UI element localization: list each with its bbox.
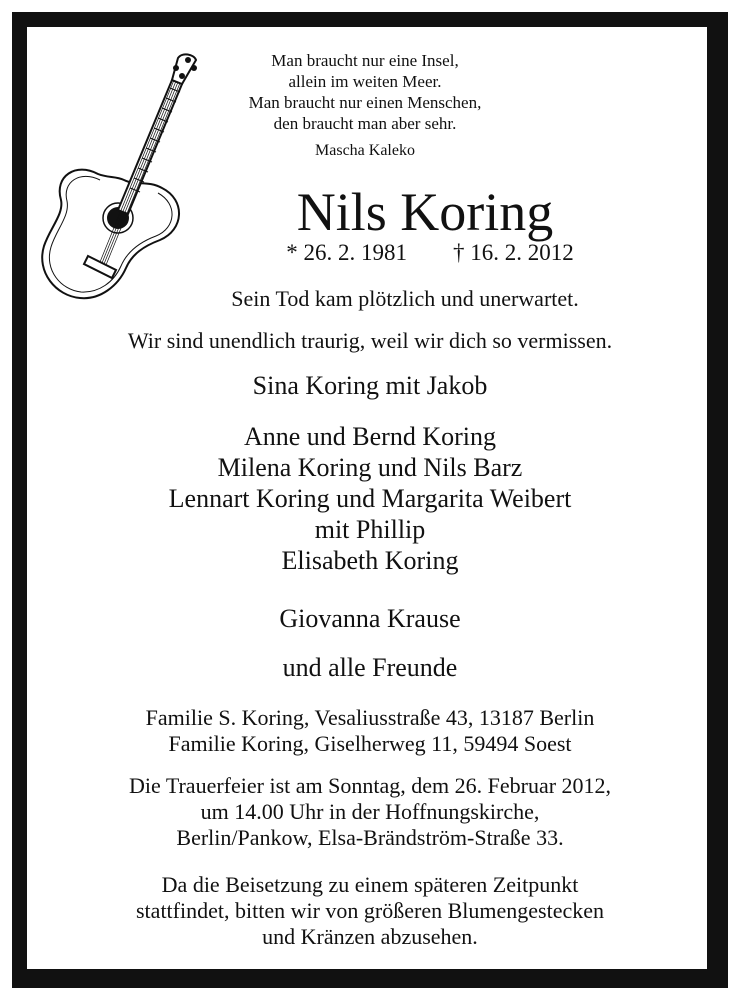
guitar-icon bbox=[36, 50, 216, 310]
mourner-line: Lennart Koring und Margarita Weibert bbox=[168, 484, 572, 513]
mourner-line: Milena Koring und Nils Barz bbox=[217, 453, 523, 482]
poem-author: Mascha Kaleko bbox=[315, 142, 415, 159]
service-line: um 14.00 Uhr in der Hoffnungskirche, bbox=[200, 799, 540, 824]
mourner-group-2 bbox=[0, 421, 740, 576]
poem-line: Man braucht nur einen Menschen, bbox=[248, 93, 482, 112]
poem-line: allein im weiten Meer. bbox=[288, 72, 442, 91]
service-line: Berlin/Pankow, Elsa-Brändström-Straße 33. bbox=[176, 825, 564, 850]
service-info bbox=[0, 773, 740, 851]
poem-line: den braucht man aber sehr. bbox=[273, 114, 457, 133]
address-line: Familie S. Koring, Vesaliusstraße 43, 13187 Berlin bbox=[145, 705, 595, 730]
burial-note-line: Da die Beisetzung zu einem späteren Zeitpunkt bbox=[161, 872, 579, 897]
addresses bbox=[0, 705, 740, 757]
burial-note bbox=[0, 872, 740, 950]
burial-note-line: und Kränzen abzusehen. bbox=[262, 924, 478, 949]
poem bbox=[215, 50, 515, 134]
birth-date: * 26. 2. 1981 bbox=[286, 240, 407, 265]
mourner-line: Elisabeth Koring bbox=[281, 546, 459, 575]
burial-note-line: stattfindet, bitten wir von größeren Blumengestecken bbox=[136, 898, 604, 923]
mourner-group-4: und alle Freunde bbox=[282, 653, 458, 682]
death-date: † 16. 2. 2012 bbox=[453, 240, 574, 265]
service-line: Die Trauerfeier ist am Sonntag, dem 26. Februar 2012, bbox=[128, 773, 612, 798]
mourner-group-1: Sina Koring mit Jakob bbox=[252, 371, 488, 400]
address-line: Familie Koring, Giselherweg 11, 59494 Soest bbox=[168, 731, 572, 756]
mourner-line: Anne und Bernd Koring bbox=[243, 422, 496, 451]
statement-line: Wir sind unendlich traurig, weil wir dich so vermissen. bbox=[127, 328, 613, 353]
poem-line: Man braucht nur eine Insel, bbox=[271, 51, 459, 70]
deceased-name: Nils Koring bbox=[296, 182, 554, 242]
mourner-line: mit Phillip bbox=[314, 515, 426, 544]
life-dates bbox=[170, 240, 690, 266]
statement-line: Sein Tod kam plötzlich und unerwartet. bbox=[231, 286, 579, 311]
mourner-group-3: Giovanna Krause bbox=[279, 604, 461, 633]
